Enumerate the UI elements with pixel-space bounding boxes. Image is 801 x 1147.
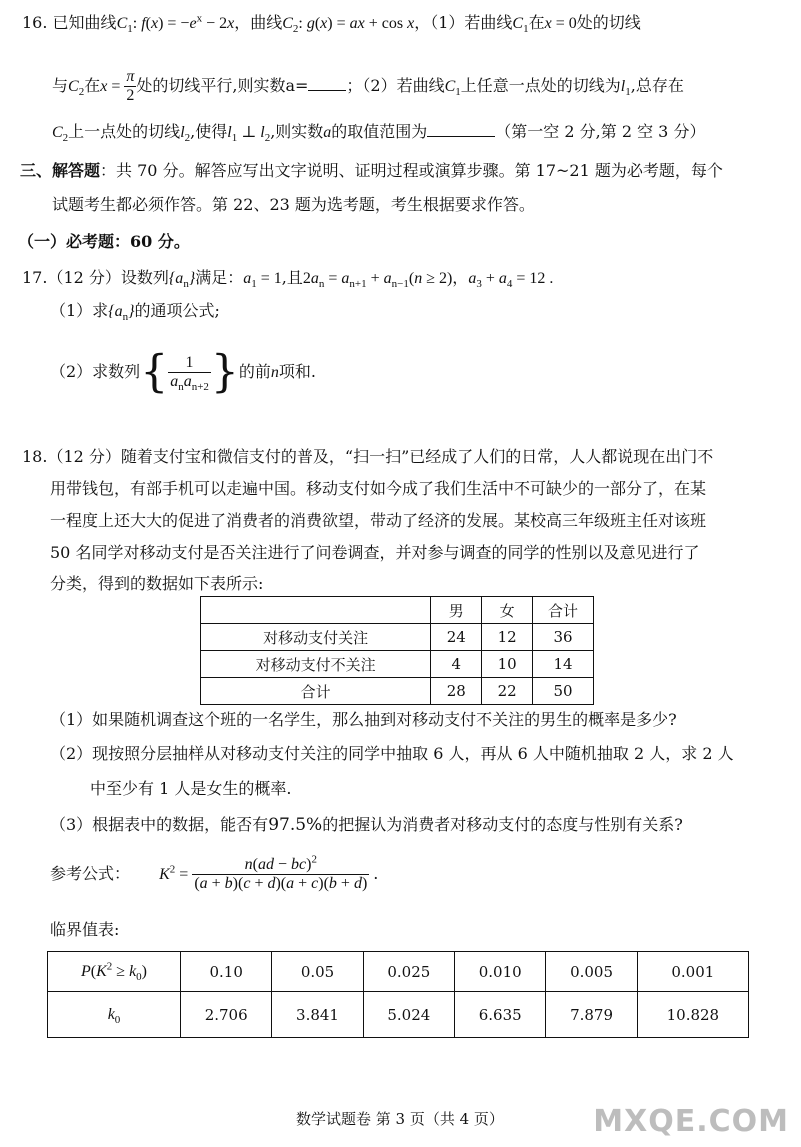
survey-table: [200, 596, 594, 705]
q18-line2: 用带钱包，有部手机可以走遍中国。移动支付如今成了我们生活中不可缺少的一部分了，在某: [50, 479, 707, 498]
section-3-line1: 三、解答题：共 70 分。解答应写出文字说明、证明过程或演算步骤。第 17~21 题为必考题，每个: [20, 161, 723, 180]
q17-part1: （1）求$\{a_n\}$的通项公式;: [50, 301, 220, 324]
q17-number: 17.: [22, 268, 48, 287]
section-3-title: 解答题: [52, 161, 101, 180]
q18-line5: 分类，得到的数据如下表所示:: [50, 574, 264, 593]
p-header: $P(K^2 \ge k_0)$: [48, 952, 181, 992]
q16-line3: $C_2$上一点处的切线$l_2$,使得$l_1$ ⊥ $l_2$,则实数a的取值范围为 （第一空 2 分,第 2 空 3 分）: [52, 122, 706, 145]
q17-part2: （2）求数列{ $\frac{1}{a_na_{n+2}}$ }的前n项和.: [50, 346, 317, 398]
q18-line4: 50 名同学对移动支付是否关注进行了问卷调查，并对参与调查的同学的性别以及意见进行了: [50, 543, 700, 562]
q18-line3: 一程度上还大大的促进了消费者的消费欲望，带动了经济的发展。某校高三年级班主任对该班: [50, 511, 707, 530]
curve-c1-def: $C_1$: $f(x) = -e^x - 2x$: [116, 12, 235, 36]
table-row: $k_0$ 2.706 3.841 5.024 6.635 7.879 10.828: [48, 992, 749, 1038]
table-row: 合计 28 22 50: [201, 678, 594, 705]
chi-square-formula: $\frac{n(ad - bc)^2}{(a + b)(c + d)(a + c)(b + d)}$: [194, 853, 368, 892]
answer-blank-1[interactable]: [308, 76, 346, 91]
section-3-line2: 试题考生都必须作答。第 22、23 题为选考题，考生根据要求作答。: [52, 195, 535, 214]
q18-number: 18.: [22, 447, 48, 466]
table-row: 对移动支付关注 24 12 36: [201, 624, 594, 651]
page-footer: 数学试题卷 第 3 页（共 4 页）: [296, 1110, 504, 1128]
critical-value-table: [47, 951, 749, 1038]
k0-header: $k_0$: [48, 992, 181, 1038]
table-row: 男 女 合计: [201, 597, 594, 624]
q18-part2-line1: （2）现按照分层抽样从对移动支付关注的同学中抽取 6 人，再从 6 人中随机抽取 2 人，求 2 人: [50, 744, 734, 763]
q18-part2-line2: 中至少有 1 人是女生的概率.: [90, 779, 292, 798]
q16-number: 16.: [22, 13, 48, 32]
table-row: $P(K^2 \ge k_0)$ 0.10 0.05 0.025 0.010 0.005 0.001: [48, 952, 749, 992]
required-questions-heading: （一）必考题：60 分。: [18, 232, 190, 251]
critical-value-label: 临界值表:: [50, 920, 120, 939]
q18-line1: 18.（12 分）随着支付宝和微信支付的普及，“扫一扫”已经成了人们的日常，人人都说现在出门不: [22, 447, 714, 466]
table-row: 对移动支付不关注 4 10 14: [201, 651, 594, 678]
q18-part1: （1）如果随机调查这个班的一名学生，那么抽到对移动支付不关注的男生的概率是多少?: [50, 710, 677, 729]
watermark: MXQE.COM: [593, 1104, 789, 1139]
reciprocal-fraction: $\frac{1}{a_na_{n+2}}$: [170, 354, 209, 394]
pi-over-2: $\frac{\pi}{2}$: [126, 68, 135, 104]
q18-part3: （3）根据表中的数据，能否有97.5%的把握认为消费者对移动支付的态度与性别有关系?: [50, 815, 683, 835]
curve-c2-def: $C_2$: g(x) = ax + cos x: [282, 15, 415, 36]
answer-blank-2[interactable]: [427, 122, 495, 137]
reference-formula: 参考公式： $K^2$ = $\frac{n(ad - bc)^2}{(a + b)(c + d)(a + c)(b + d)}$ .: [50, 853, 379, 892]
q17-line1: 17.（12 分）设数列$\{a_n\}$满足：$a_1 = 1$,且$2a_n = a_{n+1} + a_{n-1}(n \ge 2)$，$a_3 + a_4 = 12$ .: [22, 268, 554, 291]
q16-line1: 16. 已知曲线$C_1$: $f(x) = -e^x - 2x$，曲线$C_2$: g(x) = ax + cos x，（1）若曲线$C_1$在x = 0处的切线: [22, 12, 641, 36]
q16-line2: 与$C_2$在x = $\frac{\pi}{2}$ 处的切线平行,则实数a= ；（2）若曲线$C_1$上任意一点处的切线为$l_1$,总存在: [52, 68, 684, 104]
